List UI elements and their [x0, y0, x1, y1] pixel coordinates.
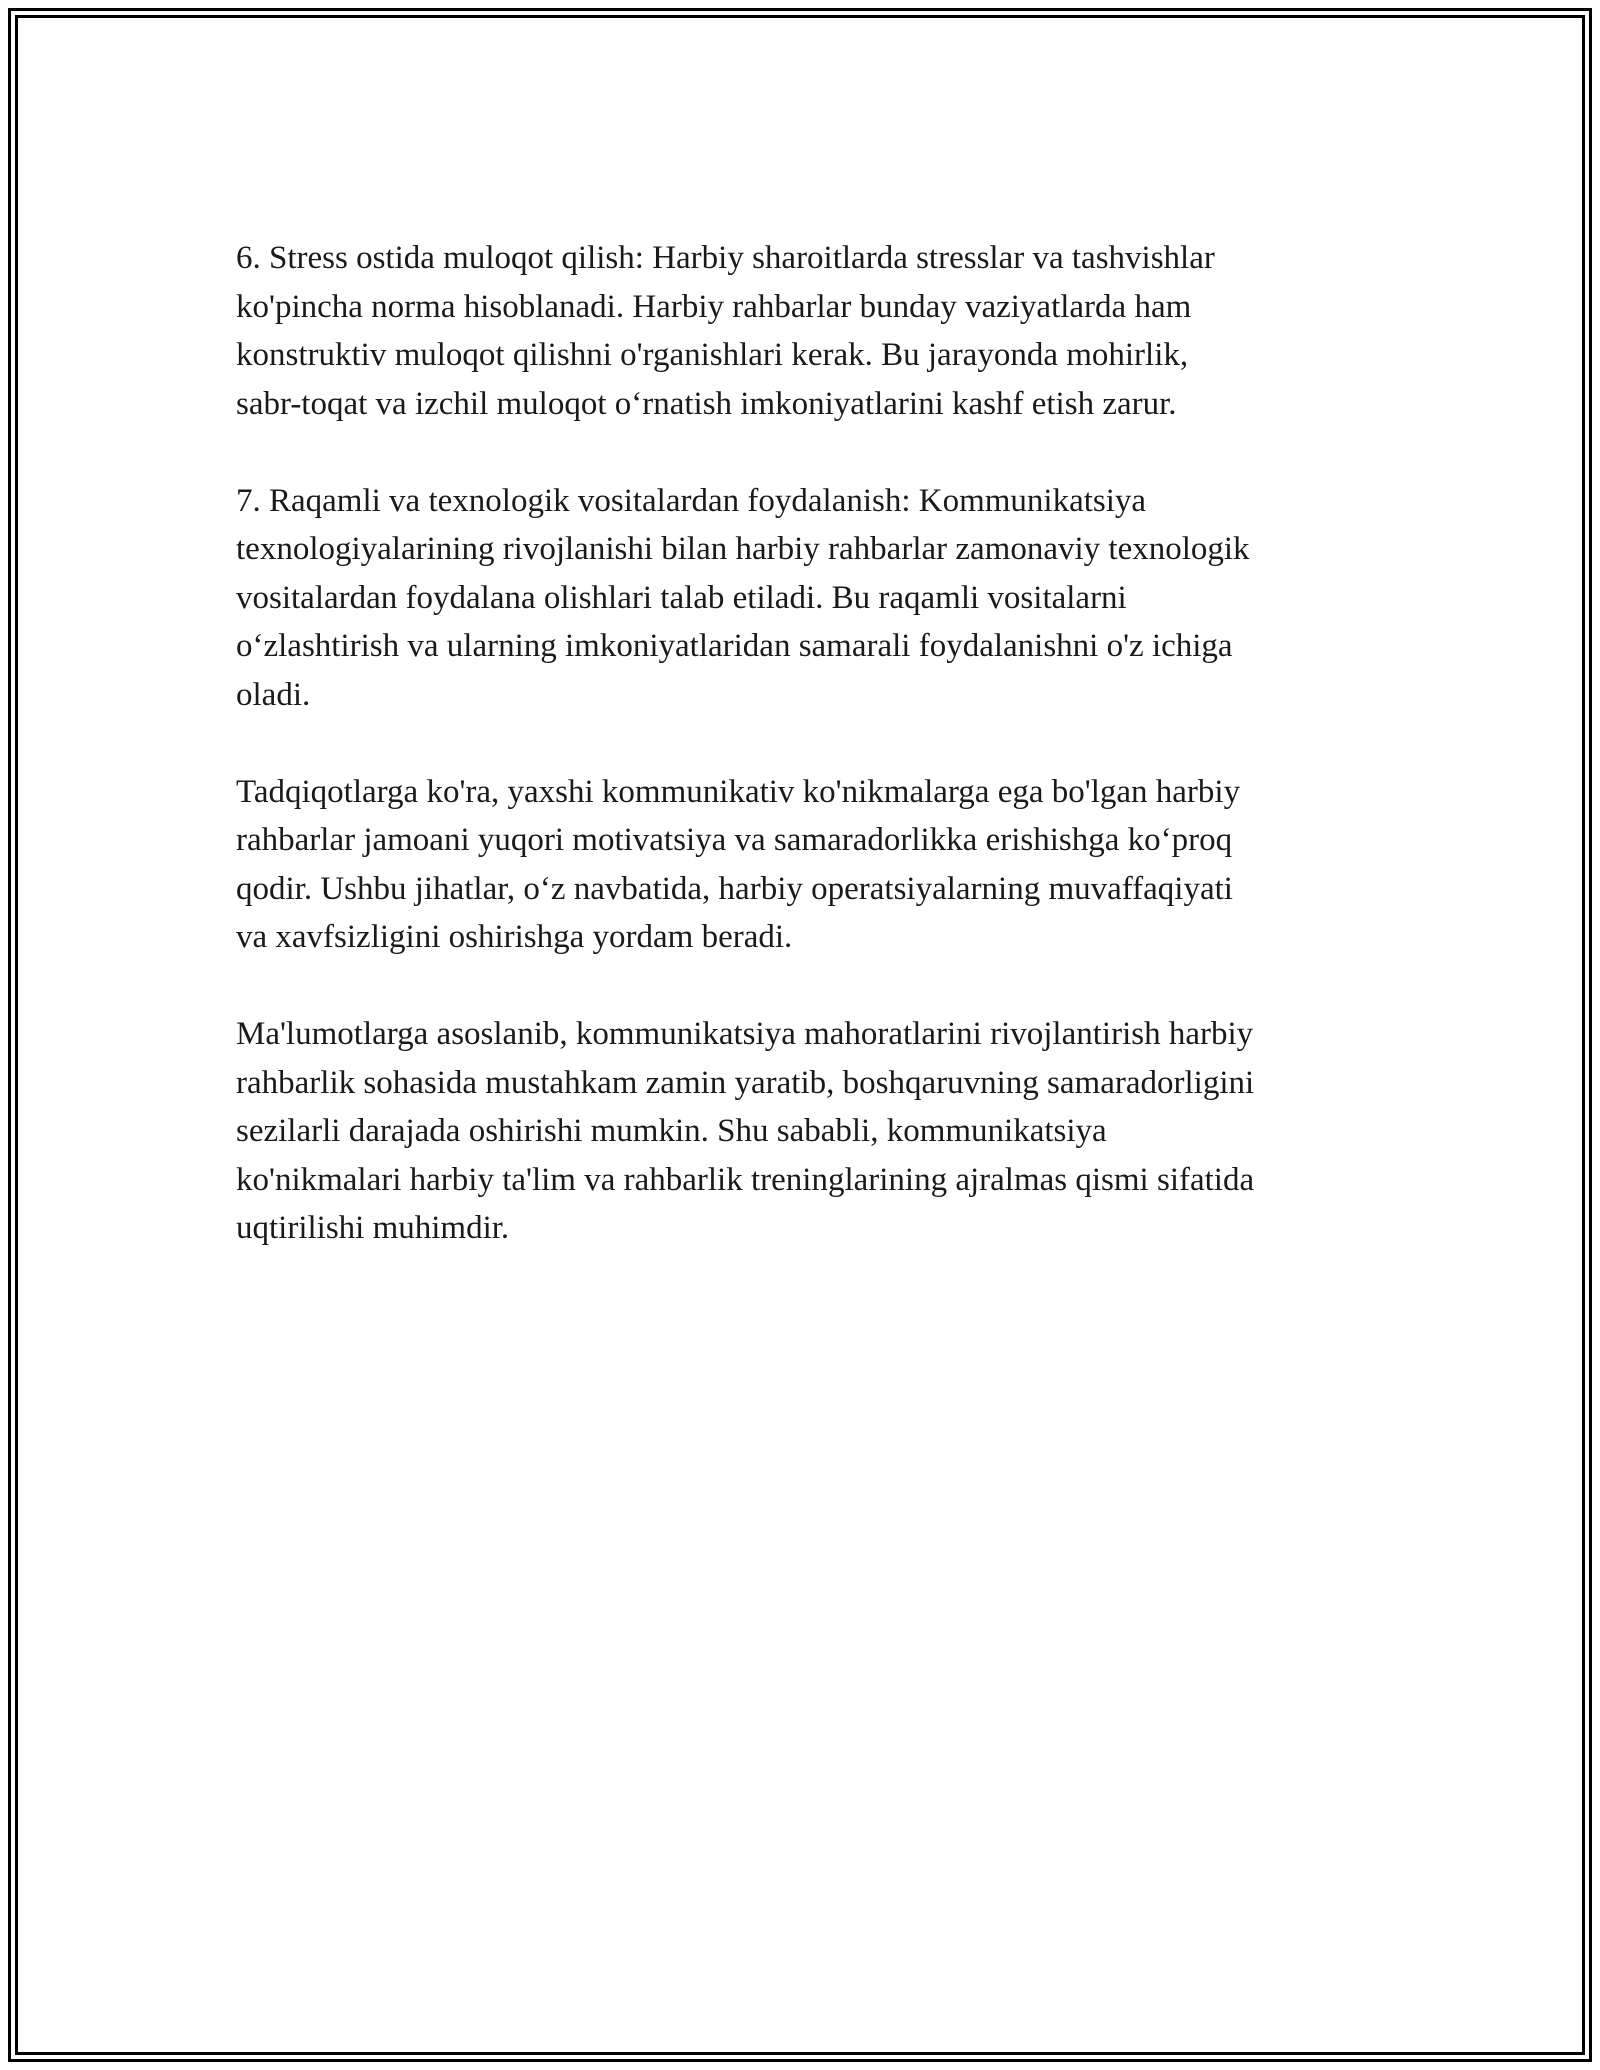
paragraph-research-findings: Tadqiqotlarga ko'ra, yaxshi kommunikativ ko'nikmalarga ega bo'lgan harbiy rahbarlar jamoani yuqori motivatsiya va samaradorlikka erishishga ko‘proq qodir. Ushbu jihatlar, o‘z navbatida, harbiy operatsiyalarning muvaffaqiyati va xavfsizligini oshirishga yordam beradi.: [236, 773, 1241, 955]
document-body: [236, 234, 1376, 1301]
paragraph-digital-tools: 7. Raqamli va texnologik vositalardan foydalanish: Kommunikatsiya texnologiyalarining rivojlanishi bilan harbiy rahbarlar zamonaviy texnologik vositalardan foydalana olishlari talab etiladi. Bu raqamli vositalarni o‘zlashtirish va ularning imkoniyatlaridan samarali foydalanishni o'z ichiga oladi.: [236, 482, 1250, 713]
paragraph-conclusion: Ma'lumotlarga asoslanib, kommunikatsiya mahoratlarini rivojlantirish harbiy rahbarlik sohasida mustahkam zamin yaratib, boshqaruvning samaradorligini sezilarli darajada oshirishi mumkin. Shu sababli, kommunikatsiya ko'nikmalari harbiy ta'lim va rahbarlik treninglarining ajralmas qismi sifatida uqtirilishi muhimdir.: [236, 1016, 1255, 1246]
paragraph-stress-communication: 6. Stress ostida muloqot qilish: Harbiy sharoitlarda stresslar va tashvishlar ko'pincha norma hisoblanadi. Harbiy rahbarlar bunday vaziyatlarda ham konstruktiv muloqot qilishni o'rganishlari kerak. Bu jarayonda mohirlik, sabr-toqat va izchil muloqot o‘rnatish imkoniyatlarini kashf etish zarur.: [236, 240, 1215, 422]
